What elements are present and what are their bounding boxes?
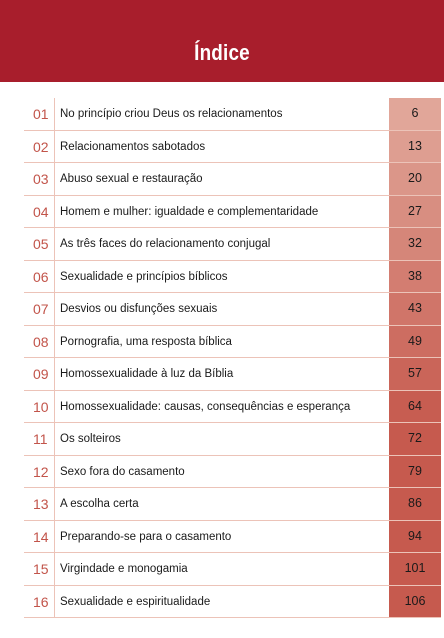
chapter-number: 07 <box>33 301 49 317</box>
toc-row[interactable] <box>24 586 441 619</box>
chapter-title[interactable]: Homossexualidade: causas, consequências e esperança <box>60 400 351 413</box>
toc-row[interactable] <box>24 228 441 261</box>
page-number-box: 106 <box>389 586 441 618</box>
page-number-box: 57 <box>389 358 441 390</box>
toc-row[interactable] <box>24 423 441 456</box>
page-number-box: 79 <box>389 456 441 488</box>
chapter-title[interactable]: Abuso sexual e restauração <box>60 173 203 185</box>
chapter-number: 08 <box>33 333 49 350</box>
chapter-title[interactable]: Sexualidade e princípios bíblicos <box>60 270 228 283</box>
toc-row[interactable] <box>24 196 441 229</box>
chapter-number: 09 <box>33 366 49 382</box>
page-number-box: 13 <box>389 131 441 163</box>
page-number-box: 64 <box>389 391 441 423</box>
page-number-box: 27 <box>389 196 441 228</box>
page-number-box: 32 <box>389 228 441 260</box>
chapter-number: 01 <box>33 106 49 122</box>
chapter-number: 14 <box>33 528 49 545</box>
page-number-box: 20 <box>389 163 441 195</box>
chapter-title[interactable]: Homossexualidade à luz da Bíblia <box>60 368 234 380</box>
chapter-number: 15 <box>33 561 49 577</box>
page-number-box: 38 <box>389 261 441 293</box>
chapter-title[interactable]: Virgindade e monogamia <box>60 563 188 575</box>
toc-row[interactable] <box>24 553 441 586</box>
chapter-title[interactable]: Os solteiros <box>60 433 121 445</box>
chapter-title[interactable]: No princípio criou Deus os relacionamentos <box>60 108 283 120</box>
chapter-title[interactable]: Relacionamentos sabotados <box>60 140 206 153</box>
chapter-number: 16 <box>33 593 49 610</box>
chapter-title[interactable]: As três faces do relacionamento conjugal <box>60 238 271 250</box>
chapter-title[interactable]: Homem e mulher: igualdade e complementaridade <box>60 205 319 218</box>
page-number-box: 49 <box>389 326 441 358</box>
page-number-box: 101 <box>389 553 441 585</box>
chapter-number: 12 <box>33 463 49 480</box>
toc-row[interactable] <box>24 391 441 424</box>
toc-row[interactable] <box>24 98 441 131</box>
chapter-number: 05 <box>33 236 49 252</box>
chapter-number: 13 <box>33 496 49 512</box>
toc-row[interactable] <box>24 326 441 359</box>
toc-row[interactable] <box>24 131 441 164</box>
page-title: Índice <box>194 40 250 65</box>
toc-row[interactable] <box>24 358 441 391</box>
table-of-contents <box>24 98 441 618</box>
toc-row[interactable] <box>24 521 441 554</box>
toc-row[interactable] <box>24 293 441 326</box>
chapter-title[interactable]: Sexo fora do casamento <box>60 465 185 478</box>
chapter-title[interactable]: Desvios ou disfunções sexuais <box>60 303 218 315</box>
chapter-number: 03 <box>33 171 49 187</box>
chapter-number: 04 <box>33 203 49 220</box>
chapter-title[interactable]: A escolha certa <box>60 498 139 510</box>
page-number-box: 6 <box>389 98 441 130</box>
page-number-box: 94 <box>389 521 441 553</box>
chapter-number: 11 <box>33 431 48 447</box>
chapter-number: 02 <box>33 138 49 155</box>
chapter-title[interactable]: Pornografia, uma resposta bíblica <box>60 335 232 348</box>
page-number-box: 86 <box>389 488 441 520</box>
chapter-title[interactable]: Preparando-se para o casamento <box>60 530 232 543</box>
toc-row[interactable] <box>24 488 441 521</box>
chapter-number: 10 <box>33 398 49 415</box>
page-number-box: 43 <box>389 293 441 325</box>
page-number-box: 72 <box>389 423 441 455</box>
chapter-number: 06 <box>33 268 49 285</box>
chapter-title[interactable]: Sexualidade e espiritualidade <box>60 595 211 608</box>
toc-row[interactable] <box>24 163 441 196</box>
toc-row[interactable] <box>24 261 441 294</box>
row-divider <box>24 617 441 618</box>
toc-row[interactable] <box>24 456 441 489</box>
